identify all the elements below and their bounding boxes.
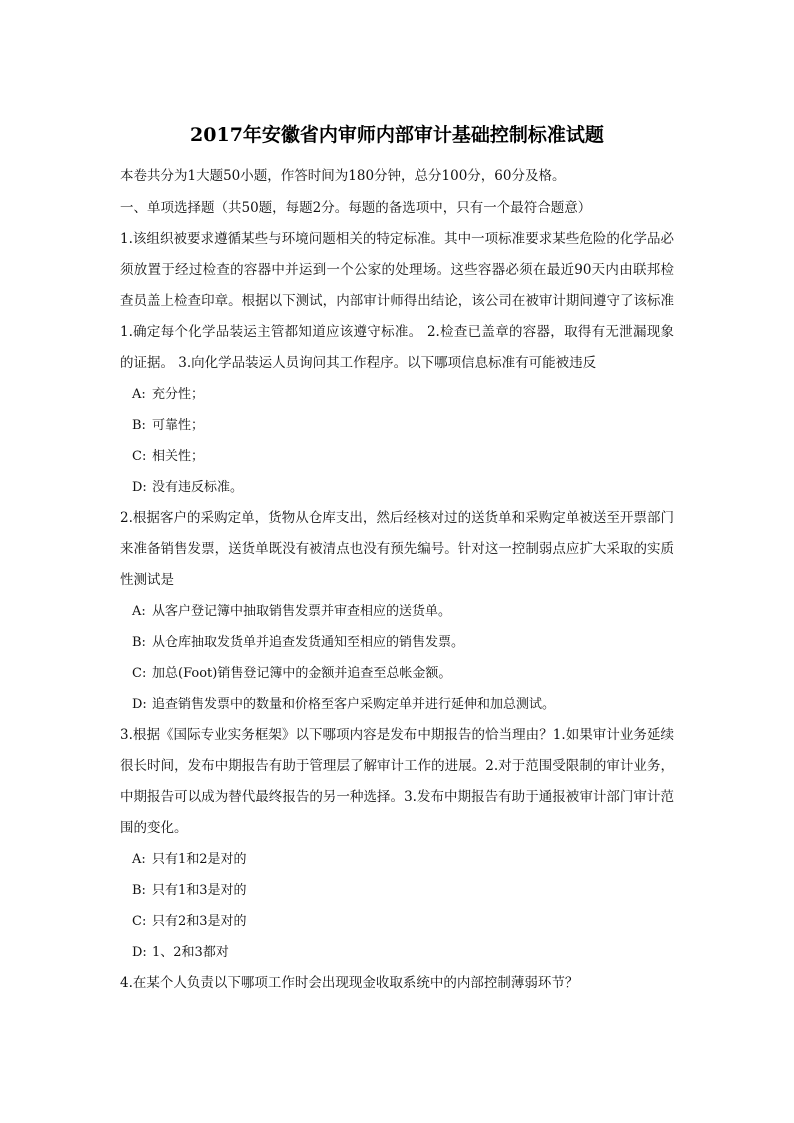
question-4 [120, 968, 674, 999]
question-3 [120, 720, 674, 968]
option-letter: D: [132, 697, 147, 712]
option-d [120, 472, 674, 503]
option-letter: A: [132, 852, 146, 867]
question-1 [120, 224, 674, 503]
question-text: 3.根据《国际专业实务框架》以下哪项内容是发布中期报告的恰当理由？1.如果审计业务延续很长时间，发布中期报告有助于管理层了解审计工作的进展。2.对于范围受限制的审计业务，中期报告可以成为替代最终报告的另一种选择。3.发布中期报告有助于通报被审计部门审计范围的变化。 [120, 727, 674, 836]
option-text: 追查销售发票中的数量和价格至客户采购定单并进行延伸和加总测试。 [152, 697, 556, 712]
option-text: 只有1和3是对的 [152, 883, 247, 898]
option-text: 可靠性； [152, 418, 205, 433]
option-letter: B: [132, 883, 146, 898]
option-text: 只有1和2是对的 [152, 852, 247, 867]
document-title: 2017年安徽省内审师内部审计基础控制标准试题 [190, 124, 604, 146]
option-b [120, 627, 674, 658]
option-text: 1、2和3都对 [152, 945, 229, 960]
option-a [120, 379, 674, 410]
option-text: 从仓库抽取发货单并追查发货通知至相应的销售发票。 [152, 635, 465, 650]
question-text: 4.在某个人负责以下哪项工作时会出现现金收取系统中的内部控制薄弱环节？ [120, 975, 579, 991]
question-2 [120, 503, 674, 720]
option-letter: C: [132, 449, 147, 464]
option-c [120, 441, 674, 472]
option-c [120, 658, 674, 689]
section-heading: 一、单项选择题（共50题，每题2分。每题的备选项中，只有一个最符合题意） [120, 200, 592, 216]
option-letter: C: [132, 914, 147, 929]
option-letter: B: [132, 635, 146, 650]
question-text: 1.该组织被要求遵循某些与环境问题相关的特定标准。其中一项标准要求某些危险的化学品必须放置于经过检查的容器中并运到一个公家的处理场。这些容器必须在最近90天内由联邦检查员盖上检查印章。根据以下测试，内部审计师得出结论，该公司在被审计期间遵守了该标准 1.确定每个化学品装运主管都知道应该遵守标准。 2.检查已盖章的容器，取得有无泄漏现象的证据。 3.向化学品装运人员询问其工作程序。以下哪项信息标准有可能被违反 [120, 231, 674, 371]
option-text: 加总(Foot)销售登记簿中的金额并追查至总帐金额。 [152, 666, 452, 681]
option-c [120, 906, 674, 937]
option-letter: B: [132, 418, 146, 433]
option-text: 相关性； [152, 449, 205, 464]
exam-instructions: 本卷共分为1大题50小题，作答时间为180分钟，总分100分，60分及格。 [120, 168, 566, 184]
option-text: 没有违反标准。 [152, 480, 244, 495]
option-letter: D: [132, 945, 147, 960]
option-letter: A: [132, 604, 146, 619]
option-b [120, 875, 674, 906]
option-text: 从客户登记簿中抽取销售发票并审查相应的送货单。 [152, 604, 452, 619]
option-a [120, 844, 674, 875]
question-text: 2.根据客户的采购定单，货物从仓库支出，然后经核对过的送货单和采购定单被送至开票部门来准备销售发票，送货单既没有被清点也没有预先编号。针对这一控制弱点应扩大采取的实质性测试是 [120, 510, 674, 588]
option-letter: D: [132, 480, 147, 495]
option-text: 只有2和3是对的 [152, 914, 247, 929]
option-d [120, 937, 674, 968]
option-b [120, 410, 674, 441]
option-d [120, 689, 674, 720]
option-letter: A: [132, 387, 146, 402]
option-letter: C: [132, 666, 147, 681]
option-a [120, 596, 674, 627]
option-text: 充分性； [152, 387, 205, 402]
